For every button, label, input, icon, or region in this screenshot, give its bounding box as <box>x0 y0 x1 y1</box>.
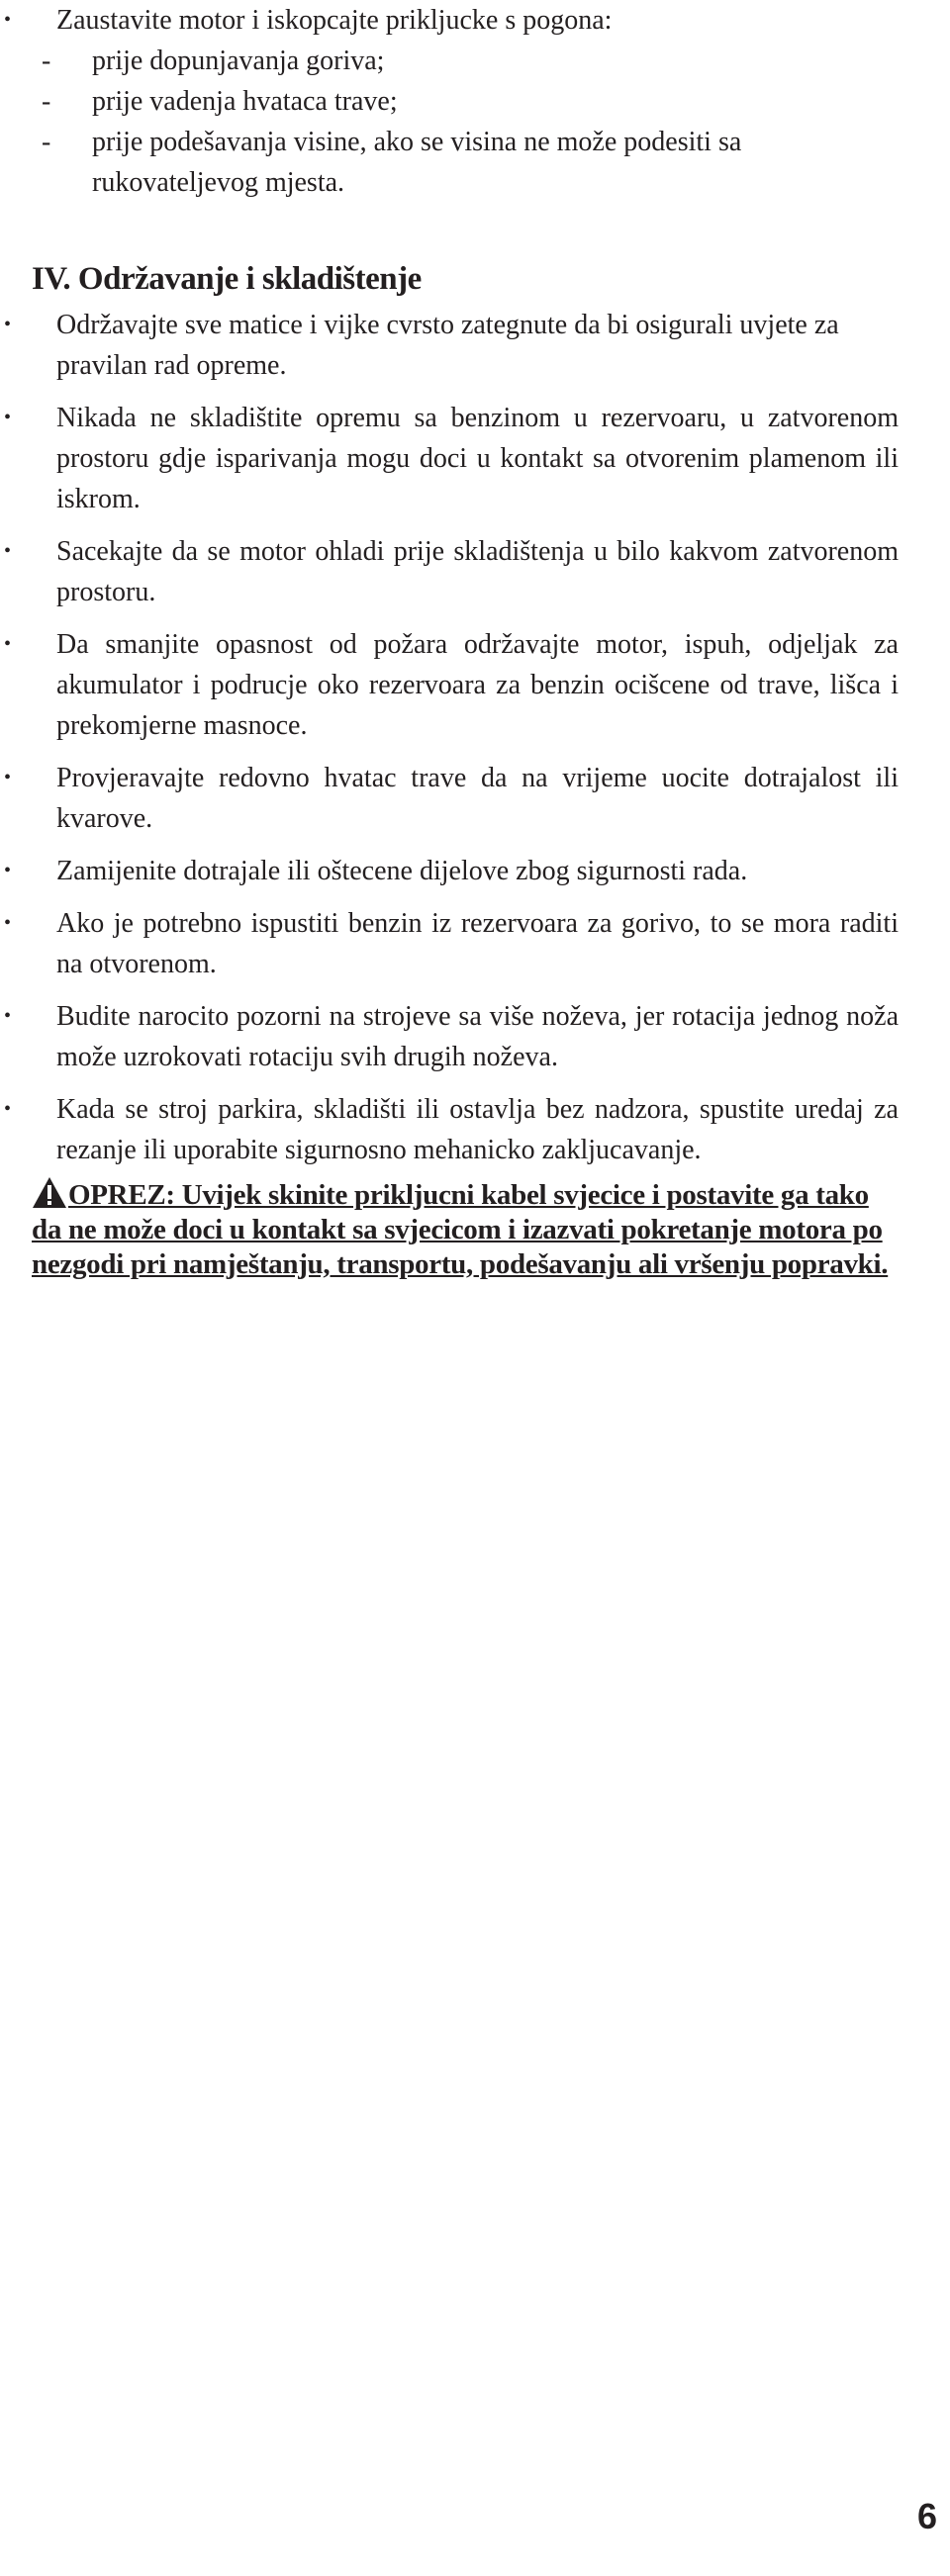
list-item <box>32 624 899 746</box>
list-item <box>32 398 899 519</box>
sub-list-item <box>32 122 899 203</box>
list-item <box>32 305 899 386</box>
sub-list-item <box>32 41 899 81</box>
section-heading: IV. Održavanje i skladištenje <box>32 261 422 297</box>
bullet-text: • Kada se stroj parkira, skladišti ili ostavlja bez nadzora, spustite uredaj za rezanje ili uporabite sigurnosno mehanicko zakljucavanje. <box>56 1094 899 1165</box>
bullet-text: • Zamijenite dotrajale ili oštecene dijelove zbog sigurnosti rada. <box>56 856 748 886</box>
warning-text: OPREZ: Uvijek skinite prikljucni kabel svjecice i postavite ga tako da ne može doci u kontakt sa svjecicom i izazvati pokretanje motora po nezgodi pri namještanju, transportu, podešavanju ali vršenju popravki. <box>32 1179 889 1280</box>
bullet-text: • Da smanjite opasnost od požara održavajte motor, ispuh, odjeljak za akumulator i podrucje oko rezervoara za benzin ocišcene od trave, lišca i prekomjerne masnoce. <box>56 629 899 741</box>
dash-marker: - <box>42 46 51 76</box>
sub-list-item <box>32 81 899 122</box>
bullet-text: • Ako je potrebno ispustiti benzin iz rezervoara za gorivo, to se mora raditi na otvorenom. <box>56 908 899 979</box>
list-item <box>32 758 899 839</box>
bullet-text: Zaustavite motor i iskopcajte prikljucke s pogona: <box>56 5 613 36</box>
list-item <box>32 996 899 1077</box>
list-item-stop-motor <box>32 0 899 41</box>
bullet-text: • Provjeravajte redovno hvatac trave da na vrijeme uocite dotrajalost ili kvarove. <box>56 763 899 834</box>
document-body <box>32 0 899 1282</box>
list-item <box>32 531 899 612</box>
dash-marker: - <box>42 127 51 157</box>
bullet-text: Održavajte sve matice i vijke cvrsto zategnute da bi osigurali uvjete za pravilan rad opreme. <box>56 310 839 381</box>
warning-triangle-icon <box>32 1176 67 1209</box>
bullet-text: • Sacekajte da se motor ohladi prije skladištenja u bilo kakvom zatvorenom prostoru. <box>56 536 899 607</box>
sub-item-text: prije dopunjavanja goriva; <box>92 46 385 76</box>
dash-marker: - <box>42 86 51 117</box>
warning-note <box>32 1176 899 1282</box>
page-number: 6 <box>916 2496 937 2536</box>
sub-list <box>32 41 899 203</box>
list-item <box>32 903 899 984</box>
list-item <box>32 851 899 891</box>
bullet-text: • Budite narocito pozorni na strojeve sa više noževa, jer rotacija jednog noža može uzrokovati rotaciju svih drugih noževa. <box>56 1001 899 1072</box>
sub-item-text: prije vadenja hvataca trave; <box>92 86 398 117</box>
list-item <box>32 1089 899 1170</box>
bullet-text: • Nikada ne skladištite opremu sa benzinom u rezervoaru, u zatvorenom prostoru gdje isparivanja mogu doci u kontakt sa otvorenim plamenom ili iskrom. <box>56 403 899 514</box>
sub-item-text: prije podešavanja visine, ako se visina ne može podesiti sa rukovateljevog mjesta. <box>92 127 742 198</box>
